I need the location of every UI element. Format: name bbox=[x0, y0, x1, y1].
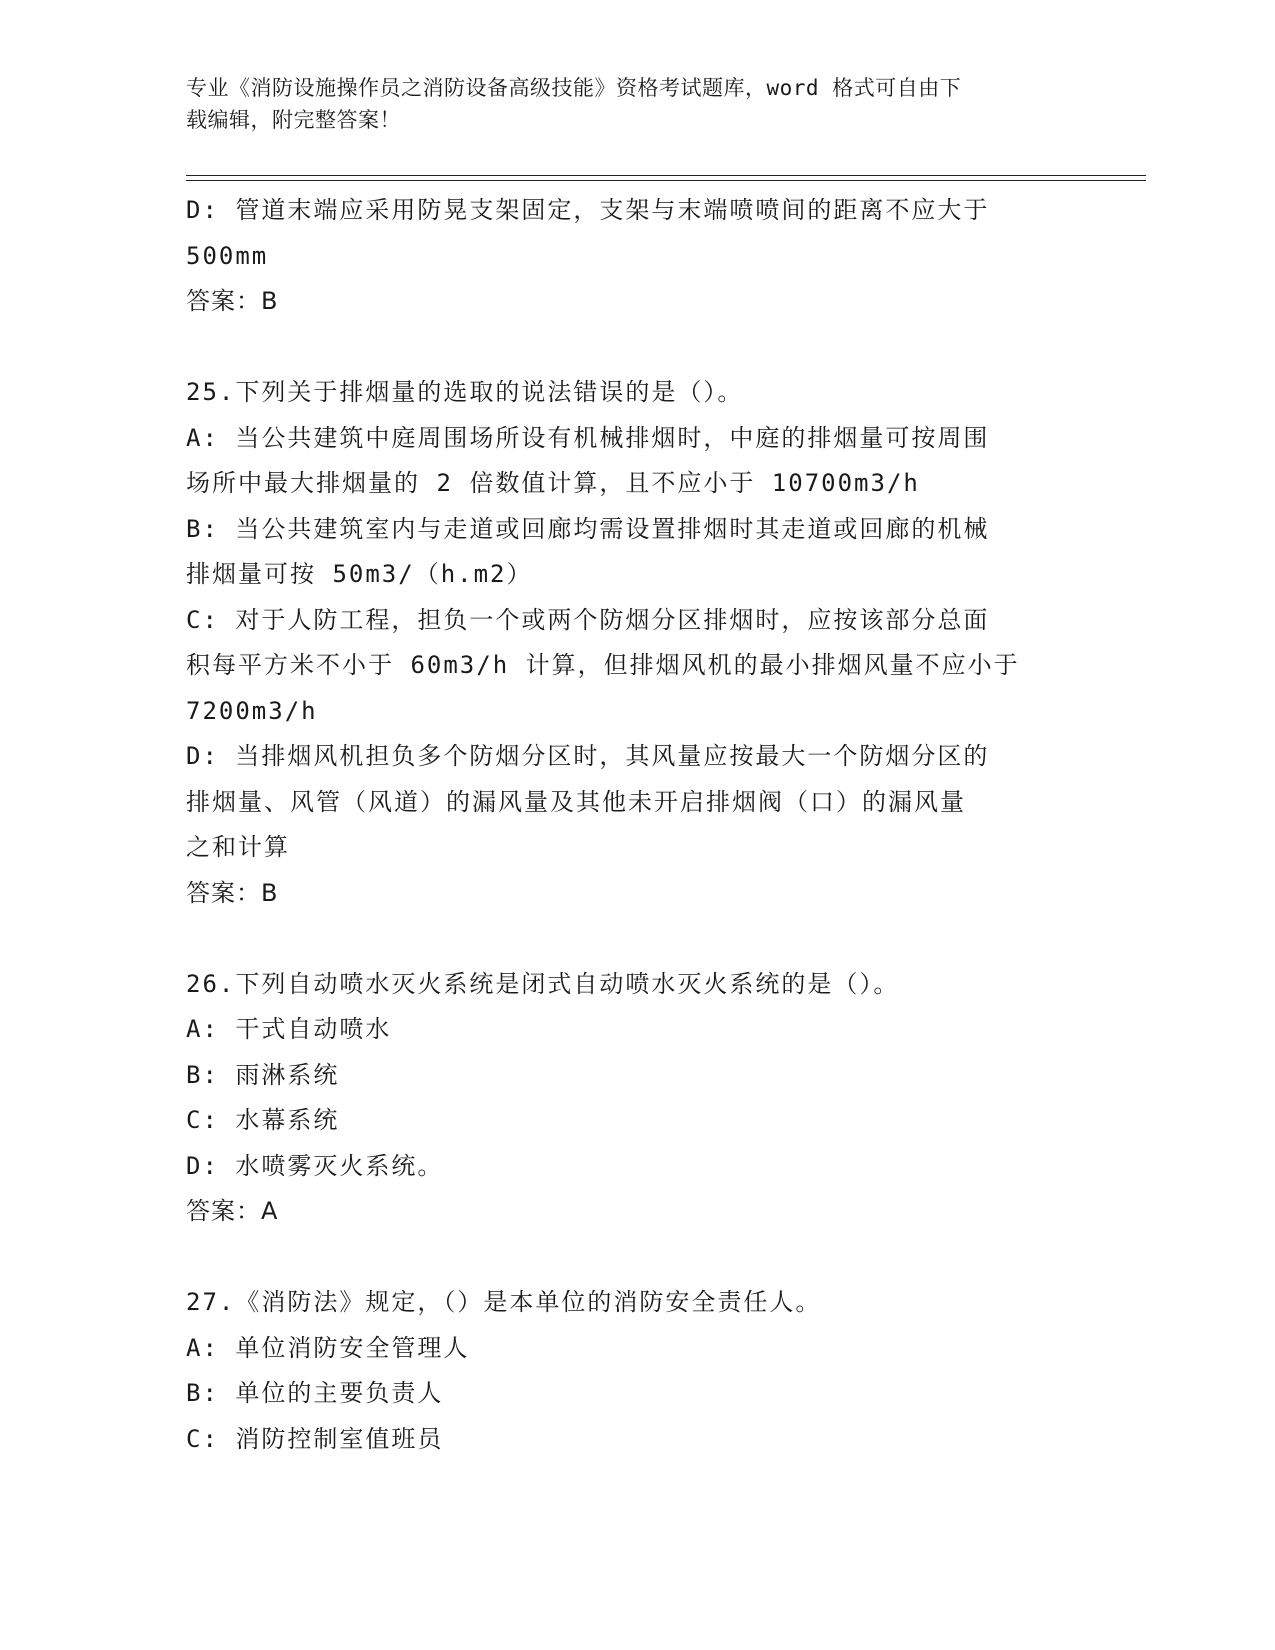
q26-question: 26.下列自动喷水灭火系统是闭式自动喷水灭火系统的是（）。 bbox=[186, 969, 900, 998]
q25-option-c-line-3: 7200m3/h bbox=[186, 696, 318, 725]
q25-option-a-line-1: A: 当公共建筑中庭周围场所设有机械排烟时，中庭的排烟量可按周围 bbox=[186, 423, 990, 452]
document-header bbox=[186, 72, 1086, 136]
q25-answer: 答案：B bbox=[186, 878, 279, 907]
q25-option-d-line-1: D: 当排烟风机担负多个防烟分区时，其风量应按最大一个防烟分区的 bbox=[186, 742, 990, 770]
q26-option-d: D: 水喷雾灭火系统。 bbox=[186, 1151, 444, 1180]
q25-option-c-line-1: C: 对于人防工程，担负一个或两个防烟分区排烟时，应按该部分总面 bbox=[186, 605, 990, 634]
spacer bbox=[186, 325, 1086, 371]
q26-answer: 答案：A bbox=[186, 1197, 279, 1225]
q25-option-b-line-2: 排烟量可按 50m3/（h.m2） bbox=[186, 560, 533, 588]
q27-option-c: C: 消防控制室值班员 bbox=[186, 1424, 444, 1453]
header-line-1: 专业《消防设施操作员之消防设备高级技能》资格考试题库，word 格式可自由下 bbox=[186, 76, 962, 100]
q25-option-a-line-2: 场所中最大排烟量的 2 倍数值计算，且不应小于 10700m3/h bbox=[186, 469, 920, 497]
header-rule-bottom bbox=[186, 180, 1146, 181]
spacer bbox=[186, 1235, 1086, 1281]
q27-question: 27.《消防法》规定，（）是本单位的消防安全责任人。 bbox=[186, 1288, 822, 1316]
q25-option-b-line-1: B: 当公共建筑室内与走道或回廊均需设置排烟时其走道或回廊的机械 bbox=[186, 514, 990, 543]
q26-option-c: C: 水幕系统 bbox=[186, 1106, 340, 1134]
q25-option-d-line-2: 排烟量、风管（风道）的漏风量及其他未开启排烟阀（口）的漏风量 bbox=[186, 787, 966, 816]
spacer bbox=[186, 916, 1086, 962]
q25-option-d-line-3: 之和计算 bbox=[186, 833, 290, 861]
q26-option-a: A: 干式自动喷水 bbox=[186, 1015, 392, 1043]
prev-answer: 答案：B bbox=[186, 287, 279, 315]
q27-option-b: B: 单位的主要负责人 bbox=[186, 1379, 444, 1407]
prev-option-d-line-1: D: 管道末端应采用防晃支架固定，支架与末端喷喷间的距离不应大于 bbox=[186, 196, 990, 224]
q25-question: 25.下列关于排烟量的选取的说法错误的是（）。 bbox=[186, 378, 744, 406]
document-body bbox=[186, 188, 1086, 1462]
q25-option-c-line-2: 积每平方米不小于 60m3/h 计算，但排烟风机的最小排烟风量不应小于 bbox=[186, 651, 1020, 679]
q27-option-a: A: 单位消防安全管理人 bbox=[186, 1333, 470, 1362]
prev-option-d-line-2: 500mm bbox=[186, 241, 269, 270]
header-line-2: 载编辑，附完整答案！ bbox=[186, 108, 401, 132]
q26-option-b: B: 雨淋系统 bbox=[186, 1060, 340, 1089]
header-rule-top bbox=[186, 175, 1146, 176]
